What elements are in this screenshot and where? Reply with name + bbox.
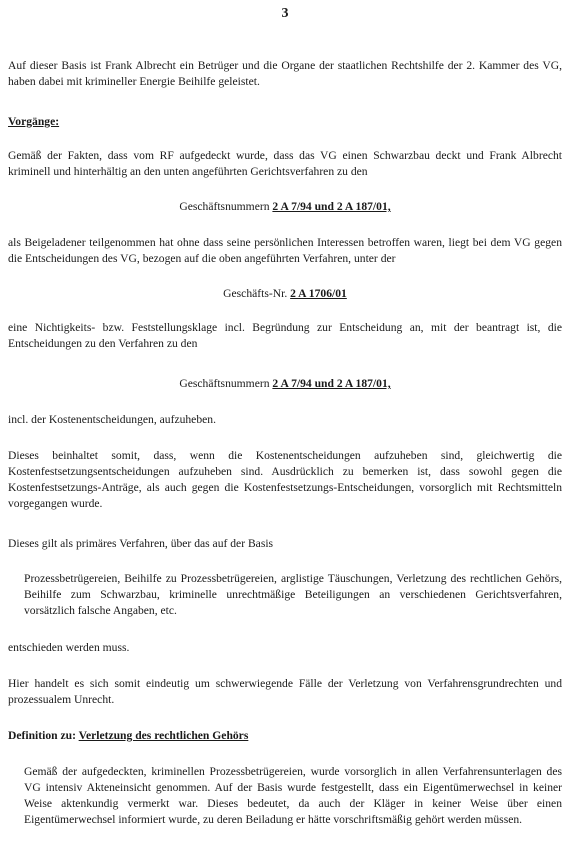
- reference-label-3: Geschäftsnummern: [179, 377, 273, 390]
- reference-value-1: 2 A 7/94 und 2 A 187/01,: [272, 200, 391, 213]
- definition-term: Verletzung des rechtlichen Gehörs: [78, 729, 249, 742]
- paragraph-entschieden: entschieden werden muss.: [8, 641, 130, 654]
- definition-label: Definition zu:: [8, 729, 79, 742]
- page-number: 3: [281, 6, 289, 21]
- reference-line-2: [0, 286, 570, 302]
- paragraph-basis: Auf dieser Basis ist Frank Albrecht ein Betrüger und die Organe der staatlichen Rechtshilfe der 2. Kammer des VG, haben dabei mit krimineller Energie Beihilfe geleistet.: [8, 59, 562, 88]
- paragraph-fakten: Gemäß der Fakten, dass vom RF aufgedeckt wurde, dass das VG einen Schwarzbau deckt und Frank Albrecht kriminell und hinterhältig an den unten angeführten Gerichtsverfahren zu den: [8, 149, 562, 178]
- paragraph-primaeres-verfahren: Dieses gilt als primäres Verfahren, über das auf der Basis: [8, 537, 274, 550]
- paragraph-vorwuerfe-liste: Prozessbetrügereien, Beihilfe zu Prozessbetrügereien, arglistige Täuschungen, Verletzung des rechtlichen Gehörs, Beihilfe zum Schwarzbau, kriminelle unrechtmäßige Beteiligungen an verschiedenen Gerichtsverfahren, vorsätzlich falsche Angaben, etc.: [24, 572, 562, 617]
- paragraph-akteneinsicht: Gemäß der aufgedeckten, kriminellen Prozessbetrügereien, wurde vorsorglich in allen Verfahrensunterlagen des VG intensiv Akteneinsicht genommen. Auf der Basis wurde festgestellt, dass ein Eigentümerwechsel in keiner Weise aktenkundig vermerkt war. Dieses bedeutet, da auch der Kläger in keiner Weise über einen Eigentümerwechsel informiert wurde, zu deren Beiladung er hätte vorschriftsmäßig gehört werden müssen.: [24, 765, 562, 826]
- paragraph-nichtigkeitsklage: eine Nichtigkeits- bzw. Feststellungsklage incl. Begründung zur Entscheidung an, mit der beantragt ist, die Entscheidungen zu den Verfahren zu den: [8, 321, 562, 350]
- paragraph-beigeladener: als Beigeladener teilgenommen hat ohne dass seine persönlichen Interessen betroffen waren, liegt bei dem VG gegen die Entscheidungen des VG, bezogen auf die oben angeführten Verfahren, unter der: [8, 236, 562, 265]
- heading-vorgaenge-text: Vorgänge:: [8, 115, 60, 128]
- reference-value-2: 2 A 1706/01: [290, 287, 347, 300]
- reference-line-1: [0, 199, 570, 215]
- paragraph-kostenentscheidungen: incl. der Kostenentscheidungen, aufzuheben.: [8, 413, 216, 426]
- reference-value-3: 2 A 7/94 und 2 A 187/01,: [272, 377, 391, 390]
- reference-label-2: Geschäfts-Nr.: [223, 287, 291, 300]
- reference-line-3: [0, 376, 570, 392]
- reference-label-1: Geschäftsnummern: [179, 200, 273, 213]
- paragraph-schwerwiegende-faelle: Hier handelt es sich somit eindeutig um schwerwiegende Fälle der Verletzung von Verfahrensgrundrechten und prozessualem Unrecht.: [8, 677, 562, 706]
- heading-vorgaenge: [8, 114, 562, 130]
- paragraph-beinhaltet: Dieses beinhaltet somit, dass, wenn die Kostenentscheidungen aufzuheben sind, gleichwertig die Kostenfestsetzungsentscheidungen aufzuheben sind. Ausdrücklich zu bemerken ist, dass sowohl gegen die Kostenfestsetzungs-Anträge, als auch gegen die Kostenfestsetzungs-Entscheidungen, vorsorglich mit Rechtsmitteln vorgegangen wurde.: [8, 449, 562, 510]
- heading-definition: [8, 728, 562, 744]
